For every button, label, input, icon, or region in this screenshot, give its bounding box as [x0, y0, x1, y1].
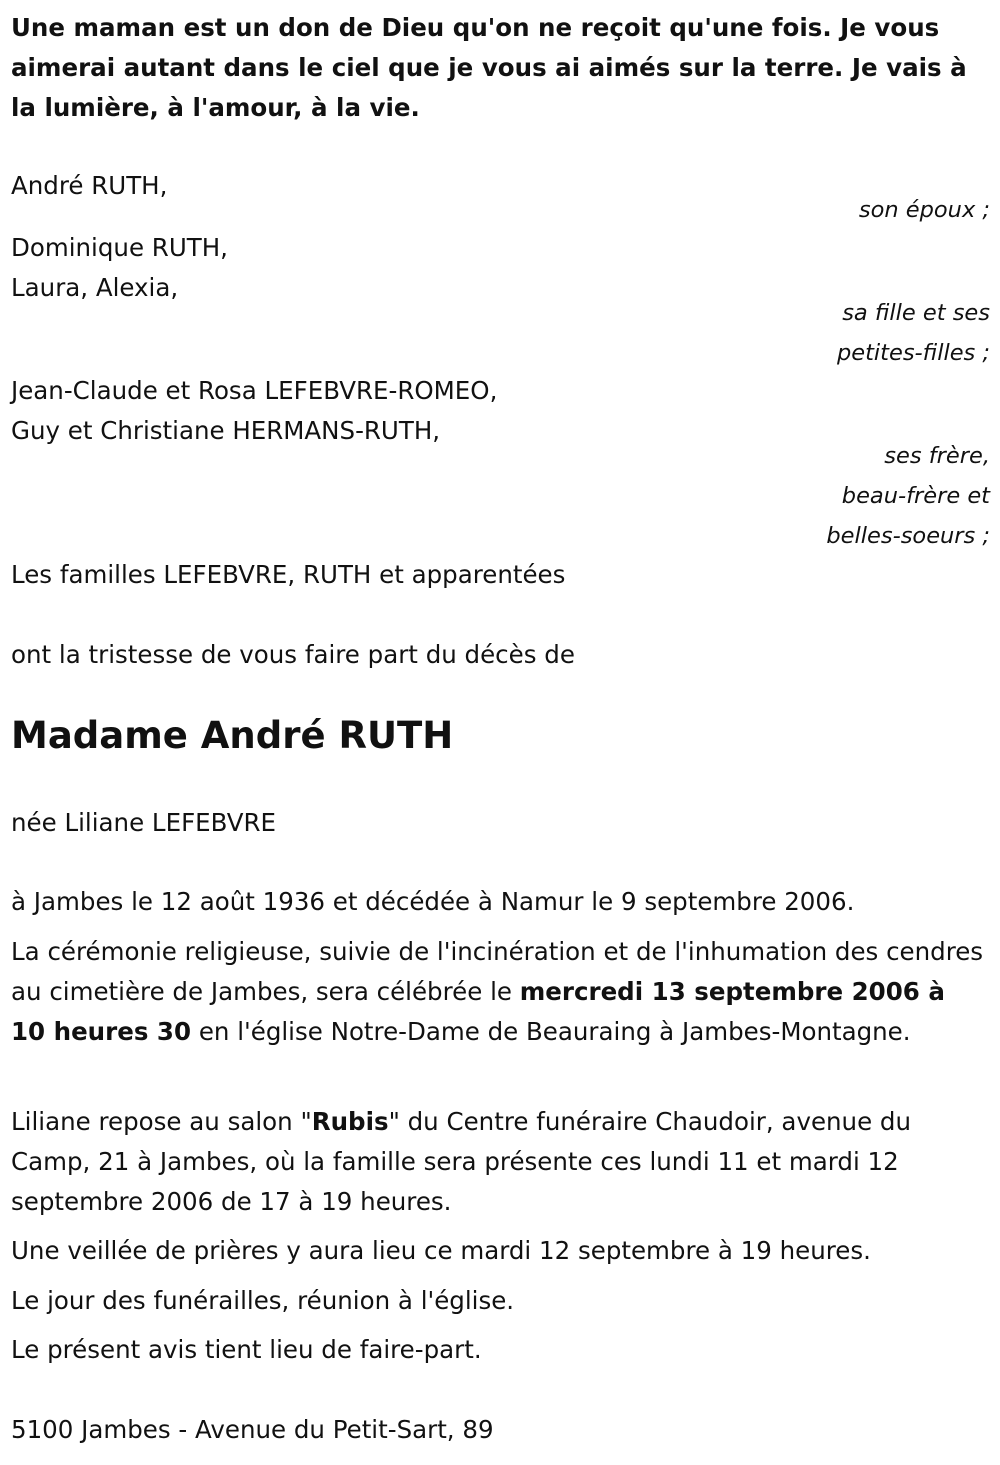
birth-death-dates: à Jambes le 12 août 1936 et décédée à Namur le 9 septembre 2006. — [11, 887, 855, 916]
spouse-name: André RUTH, — [11, 171, 168, 200]
ceremony-datetime: mercredi 13 septembre 2006 à 10 heures 30 — [11, 977, 945, 1046]
ceremony-text-1: La cérémonie religieuse, suivie de l'incinération et de l'inhumation des cendres au cimetière de Jambes, sera célébrée le — [11, 937, 984, 1006]
maiden-name: née Liliane LEFEBVRE — [11, 808, 276, 837]
sibling-couple-1: Jean-Claude et Rosa LEFEBVRE-ROMEO, — [11, 376, 498, 405]
address-line: 5100 Jambes - Avenue du Petit-Sart, 89 — [11, 1415, 494, 1444]
siblings-relation-line-3: belles-soeurs ; — [826, 523, 990, 549]
daughter-relation-line-1: sa fille et ses — [842, 300, 990, 326]
funeral-day-line: Le jour des funérailles, réunion à l'église. — [11, 1286, 515, 1315]
ceremony-text-2: en l'église Notre-Dame de Beauraing à Jambes-Montagne. — [191, 1017, 911, 1046]
siblings-relation-line-1: ses frère, — [884, 443, 990, 469]
rest-text-2: " du Centre funéraire Chaudoir, avenue du Camp, 21 à Jambes, où la famille sera présente ces lundi 11 et mardi 12 septembre 2006 de 17 à 19 heures. — [11, 1107, 912, 1216]
siblings-relation-line-2: beau-frère et — [841, 483, 990, 509]
daughter-name: Dominique RUTH, — [11, 233, 228, 262]
rest-paragraph — [11, 1102, 986, 1222]
families-line: Les familles LEFEBVRE, RUTH et apparentées — [11, 560, 566, 589]
vigil-line: Une veillée de prières y aura lieu ce mardi 12 septembre à 19 heures. — [11, 1236, 871, 1265]
ceremony-paragraph — [11, 932, 986, 1052]
deceased-name: Madame André RUTH — [11, 714, 454, 757]
rest-text-1: Liliane repose au salon " — [11, 1107, 312, 1136]
opening-quote: Une maman est un don de Dieu qu'on ne reçoit qu'une fois. Je vous aimerai autant dans le ciel que je vous ai aimés sur la terre. Je vais à la lumière, à l'amour, à la vie. — [11, 13, 967, 122]
announcement-line: ont la tristesse de vous faire part du décès de — [11, 640, 575, 669]
spouse-relation: son époux ; — [858, 197, 990, 223]
notice-line: Le présent avis tient lieu de faire-part. — [11, 1335, 482, 1364]
daughter-relation-line-2: petites-filles ; — [836, 340, 990, 366]
granddaughters-names: Laura, Alexia, — [11, 273, 179, 302]
salon-name: Rubis — [311, 1107, 389, 1136]
sibling-couple-2: Guy et Christiane HERMANS-RUTH, — [11, 416, 441, 445]
